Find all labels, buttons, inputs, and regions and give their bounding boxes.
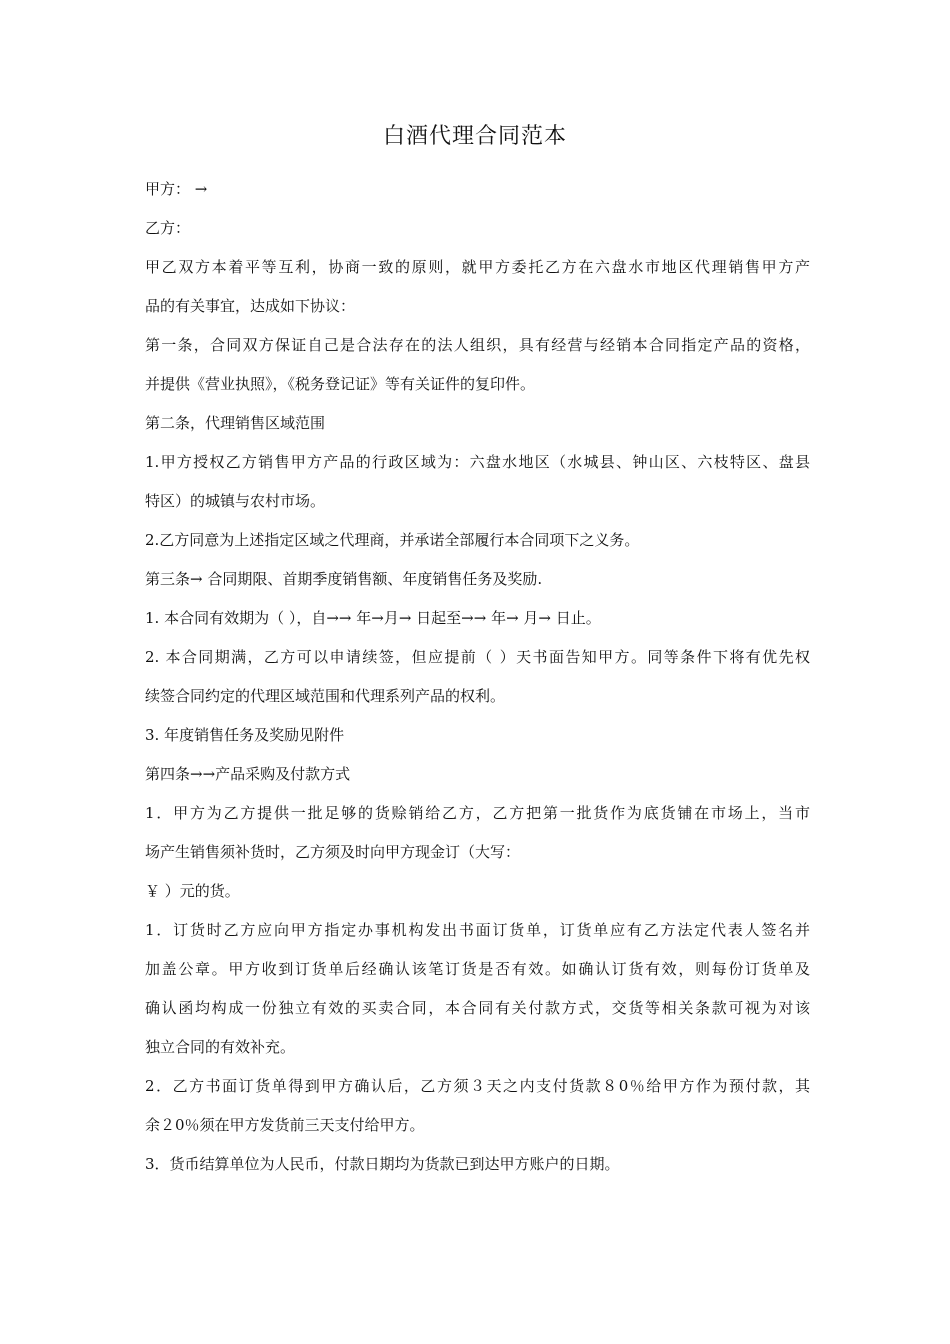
document-line: 第一条，合同双方保证自己是合法存在的法人组织，具有经营与经销本合同指定产品的资格，	[145, 336, 810, 354]
document-line: 第四条→→产品采购及付款方式	[145, 765, 351, 783]
document-line: 1.甲方授权乙方销售甲方产品的行政区域为：六盘水地区（水城县、钟山区、六枝特区、盘县	[145, 453, 810, 471]
document-line: 1．甲方为乙方提供一批足够的货赊销给乙方，乙方把第一批货作为底货铺在市场上，当市	[145, 804, 810, 822]
document-line: 独立合同的有效补充。	[145, 1038, 296, 1056]
document-line: ￥ ）元的货。	[145, 882, 240, 900]
document-line: 甲方： →	[145, 180, 208, 198]
document-line: 3. 年度销售任务及奖励见附件	[145, 726, 345, 744]
document-title: 白酒代理合同范本	[382, 124, 567, 149]
document-line: 特区）的城镇与农村市场。	[145, 492, 326, 510]
document-line: 场产生销售须补货时，乙方须及时向甲方现金订（大写：	[145, 843, 521, 861]
document-line: 续签合同约定的代理区域范围和代理系列产品的权利。	[145, 687, 506, 705]
document-line: 乙方：	[145, 219, 191, 237]
document-line: 余２0％须在甲方发货前三天支付给甲方。	[145, 1116, 425, 1134]
document-line: 1．订货时乙方应向甲方指定办事机构发出书面订货单，订货单应有乙方法定代表人签名并	[145, 921, 810, 939]
document-line: 加盖公章。甲方收到订货单后经确认该笔订货是否有效。如确认订货有效，则每份订货单及	[145, 960, 810, 978]
document-line: 1. 本合同有效期为（ ），自→→ 年→月→ 日起至→→ 年→ 月→ 日止。	[145, 609, 601, 627]
document-line: 品的有关事宜，达成如下协议：	[145, 297, 356, 315]
document-line: 第二条，代理销售区域范围	[145, 414, 326, 432]
document-line: 甲乙双方本着平等互利，协商一致的原则，就甲方委托乙方在六盘水市地区代理销售甲方产	[145, 258, 810, 276]
document-body	[145, 170, 810, 1184]
document-line: 确认函均构成一份独立有效的买卖合同，本合同有关付款方式，交货等相关条款可视为对该	[145, 999, 810, 1017]
document-line: 2. 本合同期满，乙方可以申请续签，但应提前（ ）天书面告知甲方。同等条件下将有优先权	[145, 648, 810, 666]
document-line: 第三条→ 合同期限、首期季度销售额、年度销售任务及奖励.	[145, 570, 543, 588]
document-line: 2．乙方书面订货单得到甲方确认后，乙方须３天之内支付货款８0％给甲方作为预付款，其	[145, 1077, 810, 1095]
document-line: 3．货币结算单位为人民币，付款日期均为货款已到达甲方账户的日期。	[145, 1155, 620, 1173]
document-line: 2.乙方同意为上述指定区域之代理商，并承诺全部履行本合同项下之义务。	[145, 531, 640, 549]
document-line: 并提供《营业执照》，《税务登记证》等有关证件的复印件。	[145, 375, 536, 393]
